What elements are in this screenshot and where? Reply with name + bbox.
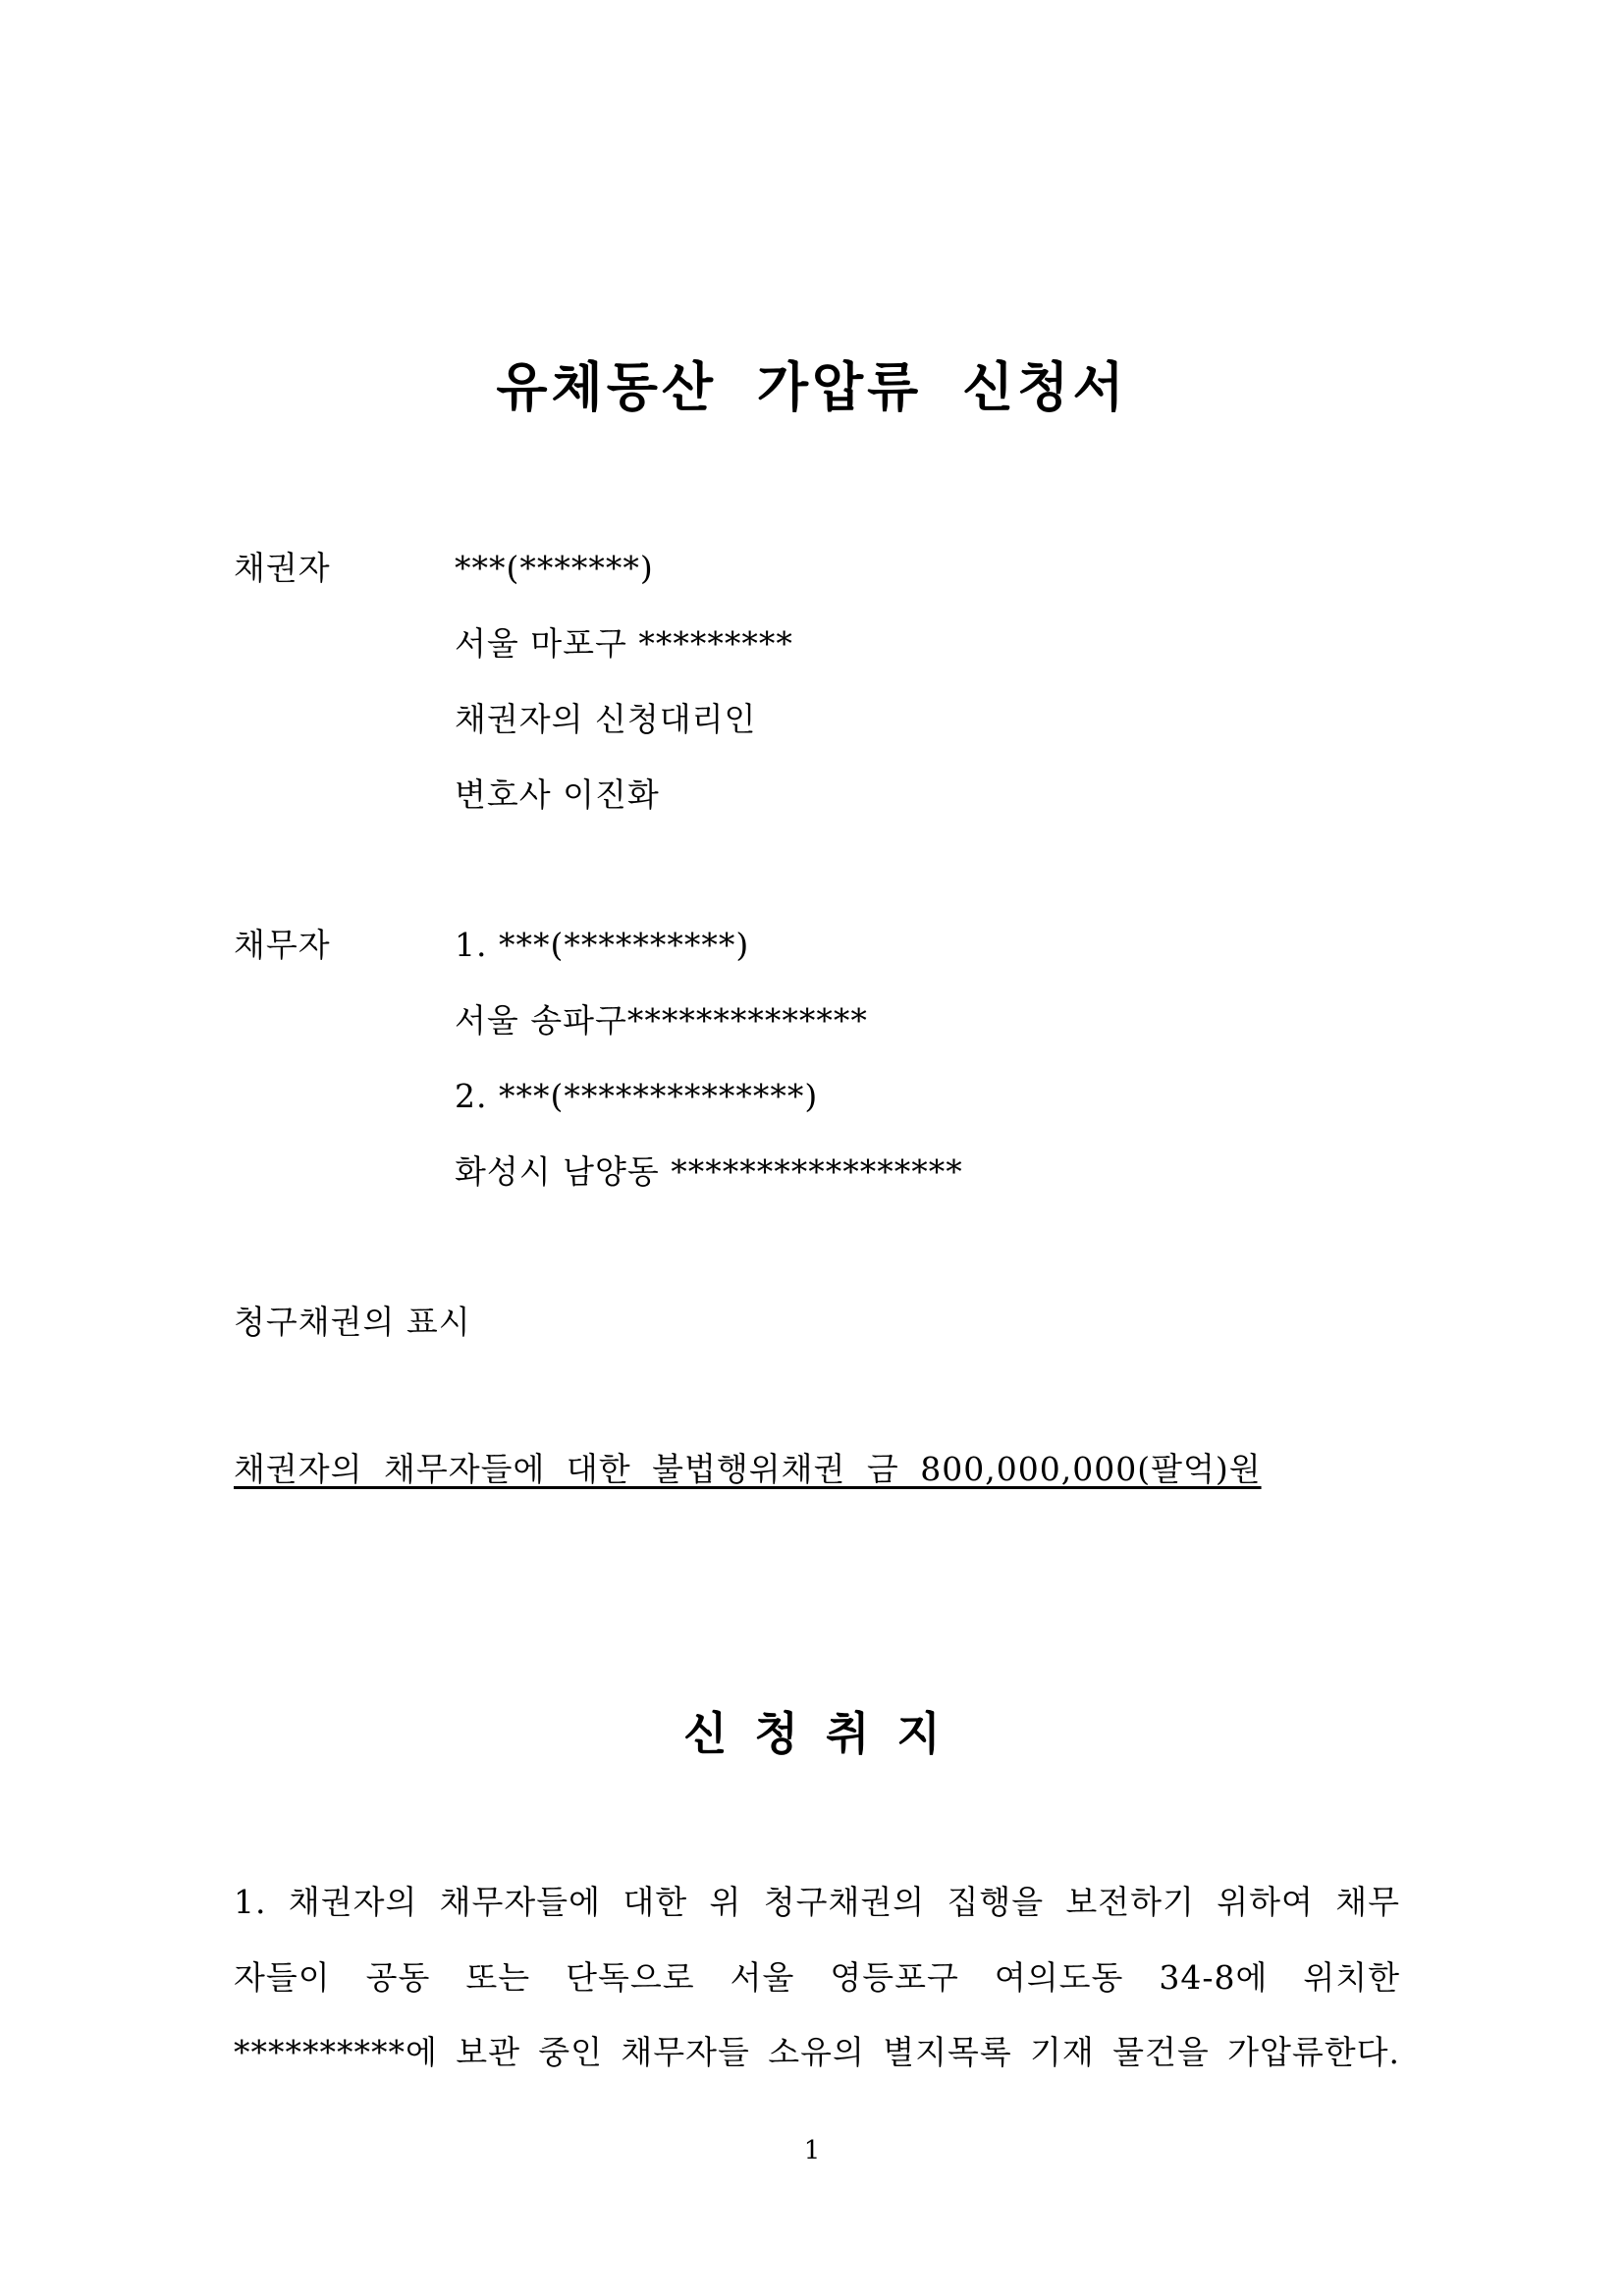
paragraph-line: 자들이 공동 또는 단독으로 서울 영등포구 여의도동 34-8에 위치한: [234, 1957, 1400, 1997]
debtor-1-name: 1. ***(**********): [455, 926, 750, 964]
creditor-name: ***(*******): [455, 549, 654, 587]
creditor-address: 서울 마포구 *********: [455, 624, 793, 663]
debtor-label: 채무자: [234, 926, 331, 964]
claim-text: 채권자의 채무자들에 대한 불법행위채권 금 800,000,000(팔억)원: [234, 1450, 1262, 1488]
creditor-agent-label: 채권자의 신청대리인: [455, 700, 757, 738]
application-purpose-paragraph: [234, 1865, 1400, 2091]
paragraph-line: **********에 보관 중인 채무자들 소유의 별지목록 기재 물건을 가압류한다.: [234, 2033, 1400, 2071]
debtor-2-address: 화성시 남양동 *****************: [455, 1152, 963, 1191]
section-title: 신청취지: [683, 1707, 968, 1760]
claim-heading: 청구채권의 표시: [234, 1303, 471, 1341]
creditor-agent-name: 변호사 이진화: [455, 775, 660, 814]
paragraph-line: 1. 채권자의 채무자들에 대한 위 청구채권의 집행을 보전하기 위하여 채무: [234, 1883, 1400, 1921]
creditor-label: 채권자: [234, 549, 331, 587]
document-title: 유체동산 가압류 신청서: [496, 356, 1128, 418]
page-number: 1: [803, 2136, 821, 2165]
debtor-2-name: 2. ***(**************): [455, 1077, 819, 1115]
debtor-1-address: 서울 송파구**************: [455, 1001, 868, 1040]
